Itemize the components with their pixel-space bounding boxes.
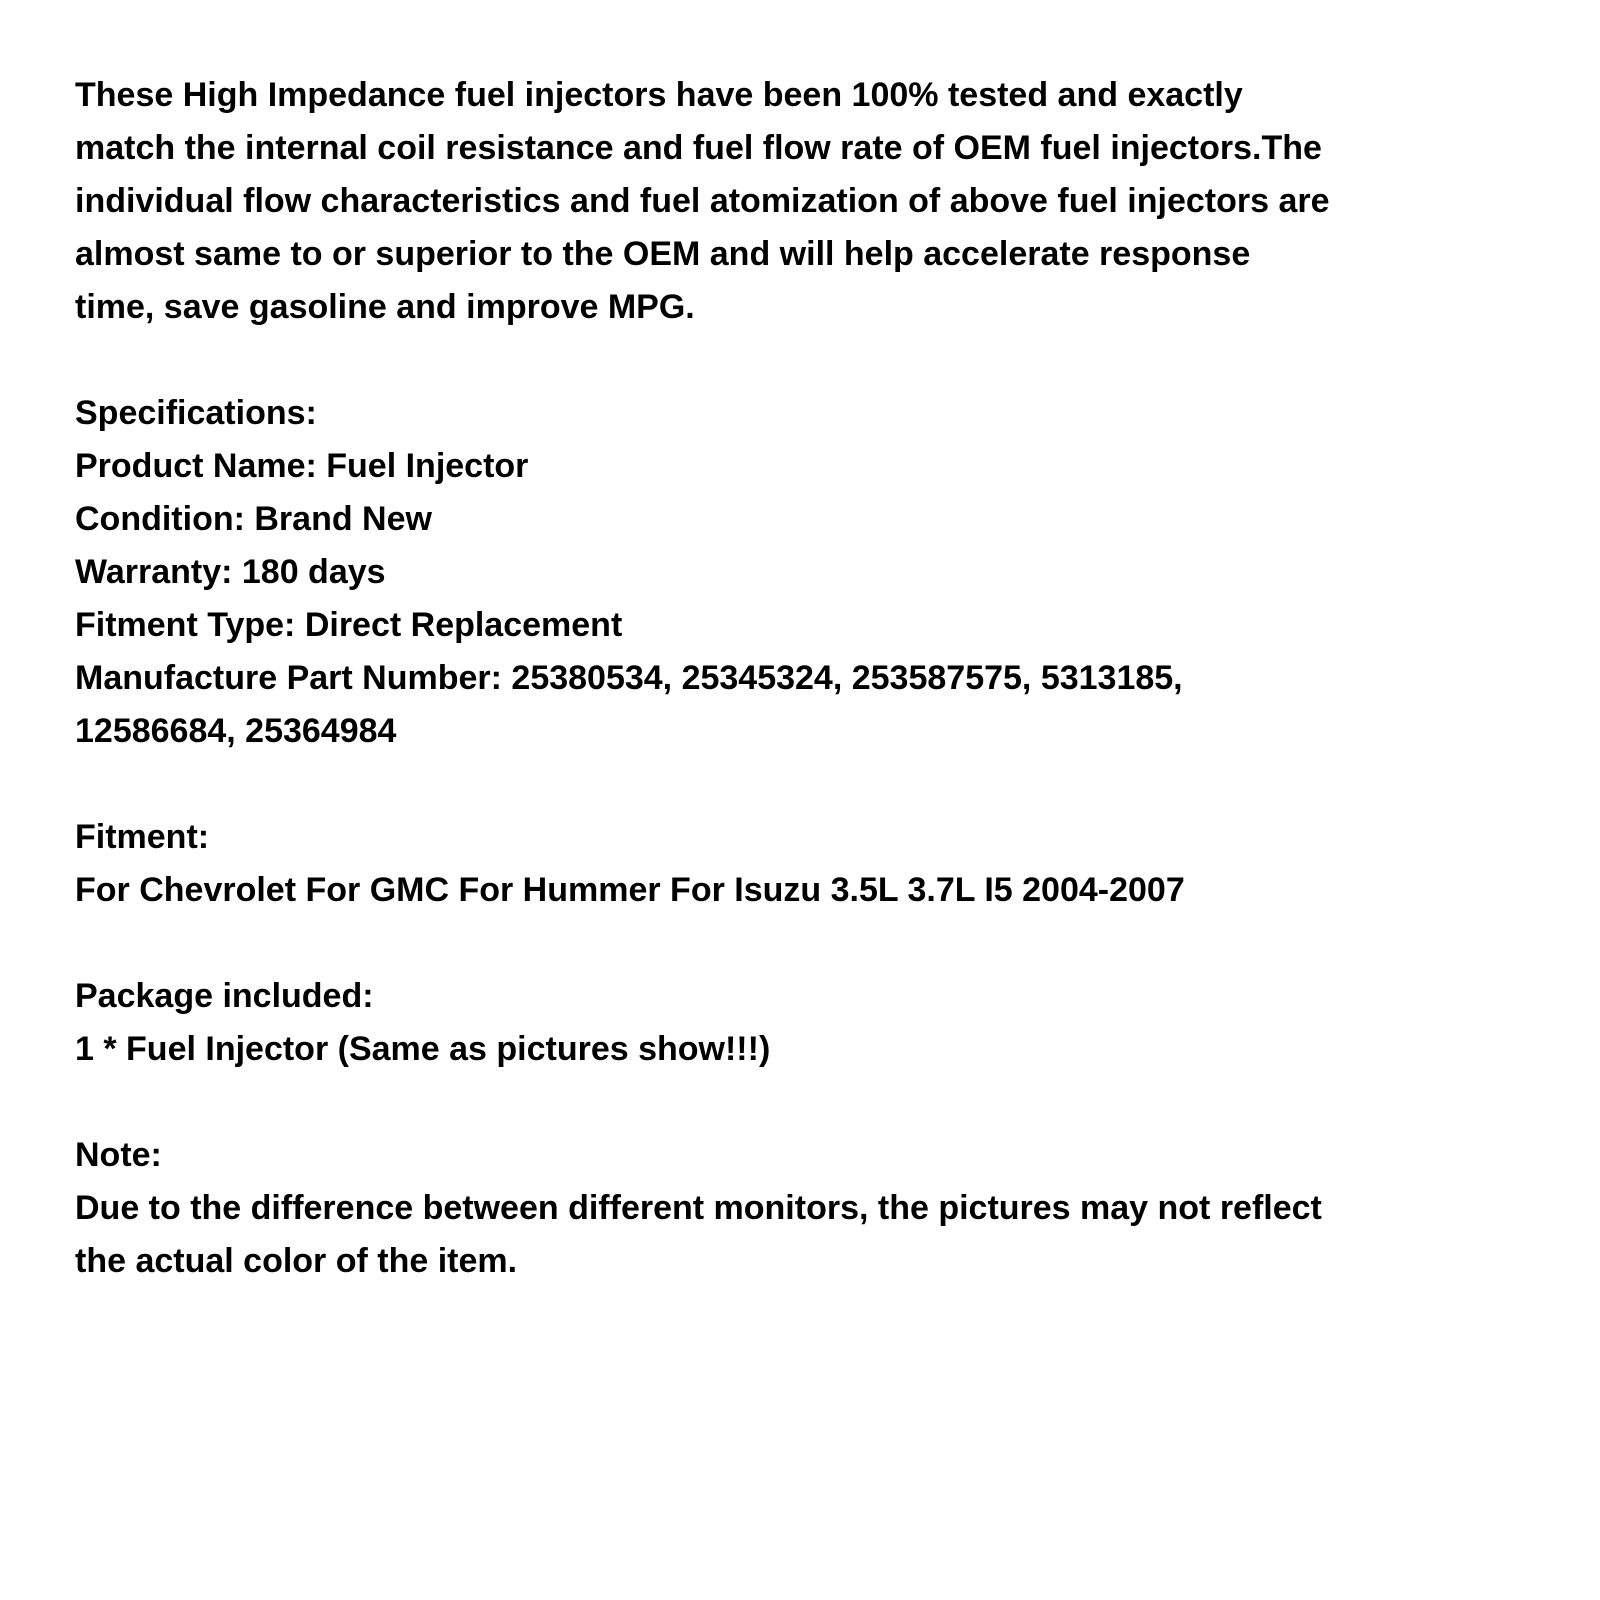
spec-product-name: Product Name: Fuel Injector	[75, 447, 529, 485]
spec-part-numbers-line-2: 12586684, 25364984	[75, 712, 397, 750]
intro-line: match the internal coil resistance and fuel flow rate of OEM fuel injectors.The	[75, 129, 1322, 167]
note-heading: Note:	[75, 1136, 162, 1174]
note-line-2: the actual color of the item.	[75, 1242, 518, 1280]
note-section	[75, 1129, 1540, 1288]
package-included-item: 1 * Fuel Injector (Same as pictures show!!!)	[75, 1030, 771, 1068]
specifications-section	[75, 387, 1540, 758]
intro-line: individual flow characteristics and fuel atomization of above fuel injectors are	[75, 182, 1330, 220]
spec-condition: Condition: Brand New	[75, 500, 432, 538]
spec-warranty: Warranty: 180 days	[75, 553, 386, 591]
intro-line: These High Impedance fuel injectors have been 100% tested and exactly	[75, 76, 1243, 114]
package-included-section	[75, 970, 1540, 1076]
spec-part-numbers-line-1: Manufacture Part Number: 25380534, 25345324, 253587575, 5313185,	[75, 659, 1183, 697]
specifications-heading: Specifications:	[75, 394, 317, 432]
intro-line: almost same to or superior to the OEM and will help accelerate response	[75, 235, 1251, 273]
fitment-section	[75, 811, 1540, 917]
note-line-1: Due to the difference between different monitors, the pictures may not reflect	[75, 1189, 1322, 1227]
fitment-heading: Fitment:	[75, 818, 210, 856]
intro-section	[75, 69, 1540, 334]
package-included-heading: Package included:	[75, 977, 374, 1015]
fitment-vehicles: For Chevrolet For GMC For Hummer For Isuzu 3.5L 3.7L I5 2004-2007	[75, 871, 1185, 909]
spec-fitment-type: Fitment Type: Direct Replacement	[75, 606, 623, 644]
intro-line: time, save gasoline and improve MPG.	[75, 288, 695, 326]
